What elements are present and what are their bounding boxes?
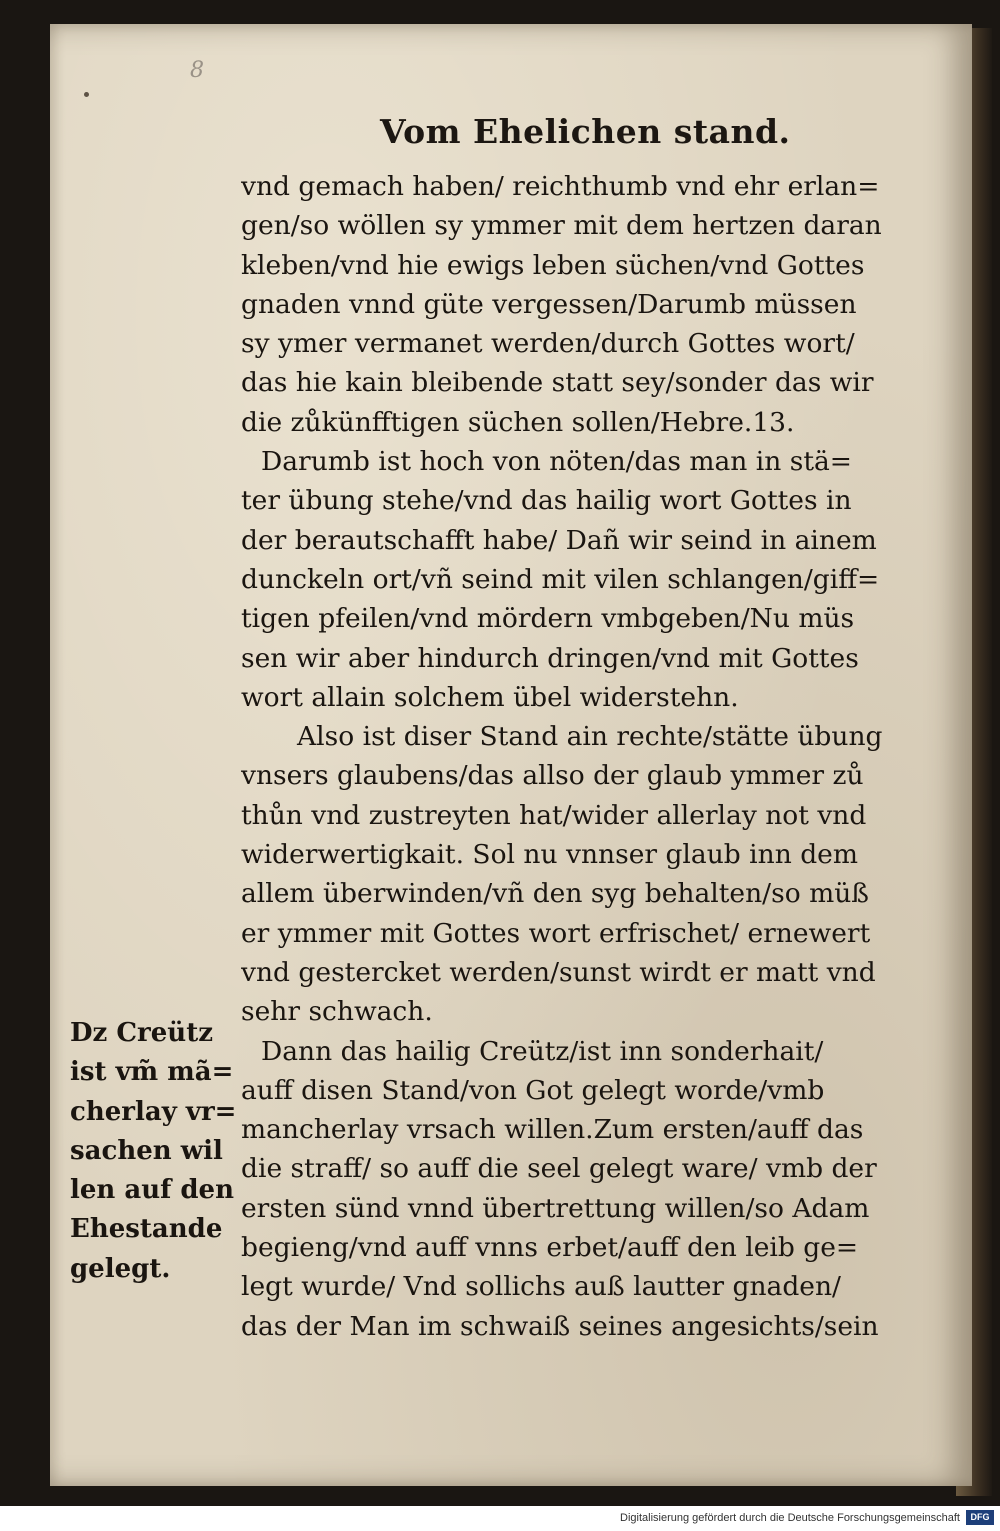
text-line: Also ist diser Stand ain rechte/stätte übung [297,721,883,753]
marginal-note [70,1014,240,1289]
marginal-note-line: Ehestande [70,1214,223,1245]
marginal-note-line: len auf den [70,1175,234,1206]
text-line: die zůkünfftigen süchen sollen/Hebre.13. [241,406,795,438]
text-line: wort allain solchem übel widerstehn. [241,681,739,713]
dfg-logo: DFG [966,1510,994,1525]
text-line: vnd gemach haben/ reichthumb vnd ehr erlan= [241,171,880,202]
text-line: die straff/ so auff die seel gelegt ware/ vmb der [241,1153,877,1185]
funding-credit: Digitalisierung gefördert durch die Deutsche Forschungsgemeinschaft [620,1512,960,1524]
body-text [241,167,953,1346]
ink-dot [84,92,89,97]
text-line: legt wurde/ Vnd sollichs auß lautter gnaden/ [241,1271,841,1303]
text-line: ter übung stehe/vnd das hailig wort Gottes in [241,485,852,517]
text-line: widerwertigkait. Sol nu vnnser glaub inn dem [241,839,858,871]
text-line: dunckeln ort/vñ seind mit vilen schlangen/giff= [241,563,880,595]
text-line: thůn vnd zustreyten hat/wider allerlay not vnd [241,799,867,831]
pencil-folio-mark: 8 [190,58,204,83]
text-line: allem überwinden/vñ den syg behalten/so müß [241,878,869,910]
footer-bar [0,1506,1000,1531]
text-line: das der Man im schwaiß seines angesichts/sein [241,1310,879,1342]
text-line: Darumb ist hoch von nöten/das man in stä= [261,446,852,478]
text-line: begieng/vnd auff vnns erbet/auff den leib ge= [241,1232,859,1264]
marginal-note-line: cherlay vr= [70,1096,237,1127]
text-line: gen/so wöllen sy ymmer mit dem hertzen daran [241,210,882,242]
marginal-note-line: sachen wil [70,1135,223,1166]
marginal-note-line: ist vm̃ mã= [70,1057,234,1088]
text-line: er ymmer mit Gottes wort erfrischet/ ernewert [241,917,871,949]
text-line: ersten sünd vnnd übertrettung willen/so Adam [241,1192,870,1224]
marginal-note-line: Dz Creütz [70,1018,213,1048]
marginal-note-line: gelegt. [70,1253,171,1284]
running-head: Vom Ehelichen stand. [380,112,791,151]
text-line: sy ymer vermanet werden/durch Gottes wort/ [241,328,855,360]
text-line: vnsers glaubens/das allso der glaub ymmer zů [241,760,864,792]
text-line: auff disen Stand/von Got gelegt worde/vmb [241,1074,825,1106]
text-line: kleben/vnd hie ewigs leben süchen/vnd Gottes [241,249,865,281]
text-line: das hie kain bleibende statt sey/sonder das wir [241,367,874,399]
text-line: mancherlay vrsach willen.Zum ersten/auff das [241,1114,864,1146]
text-line: tigen pfeilen/vnd mördern vmbgeben/Nu müs [241,603,855,635]
text-line: sen wir aber hindurch dringen/vnd mit Gottes [241,642,859,674]
text-line: sehr schwach. [241,996,433,1028]
text-line: der berautschafft habe/ Dañ wir seind in ainem [241,524,877,556]
text-line: Dann das hailig Creütz/ist inn sonderhait/ [261,1035,824,1067]
text-line: vnd gestercket werden/sunst wirdt er matt vnd [241,956,876,988]
text-line: gnaden vnnd güte vergessen/Darumb müssen [241,288,857,320]
